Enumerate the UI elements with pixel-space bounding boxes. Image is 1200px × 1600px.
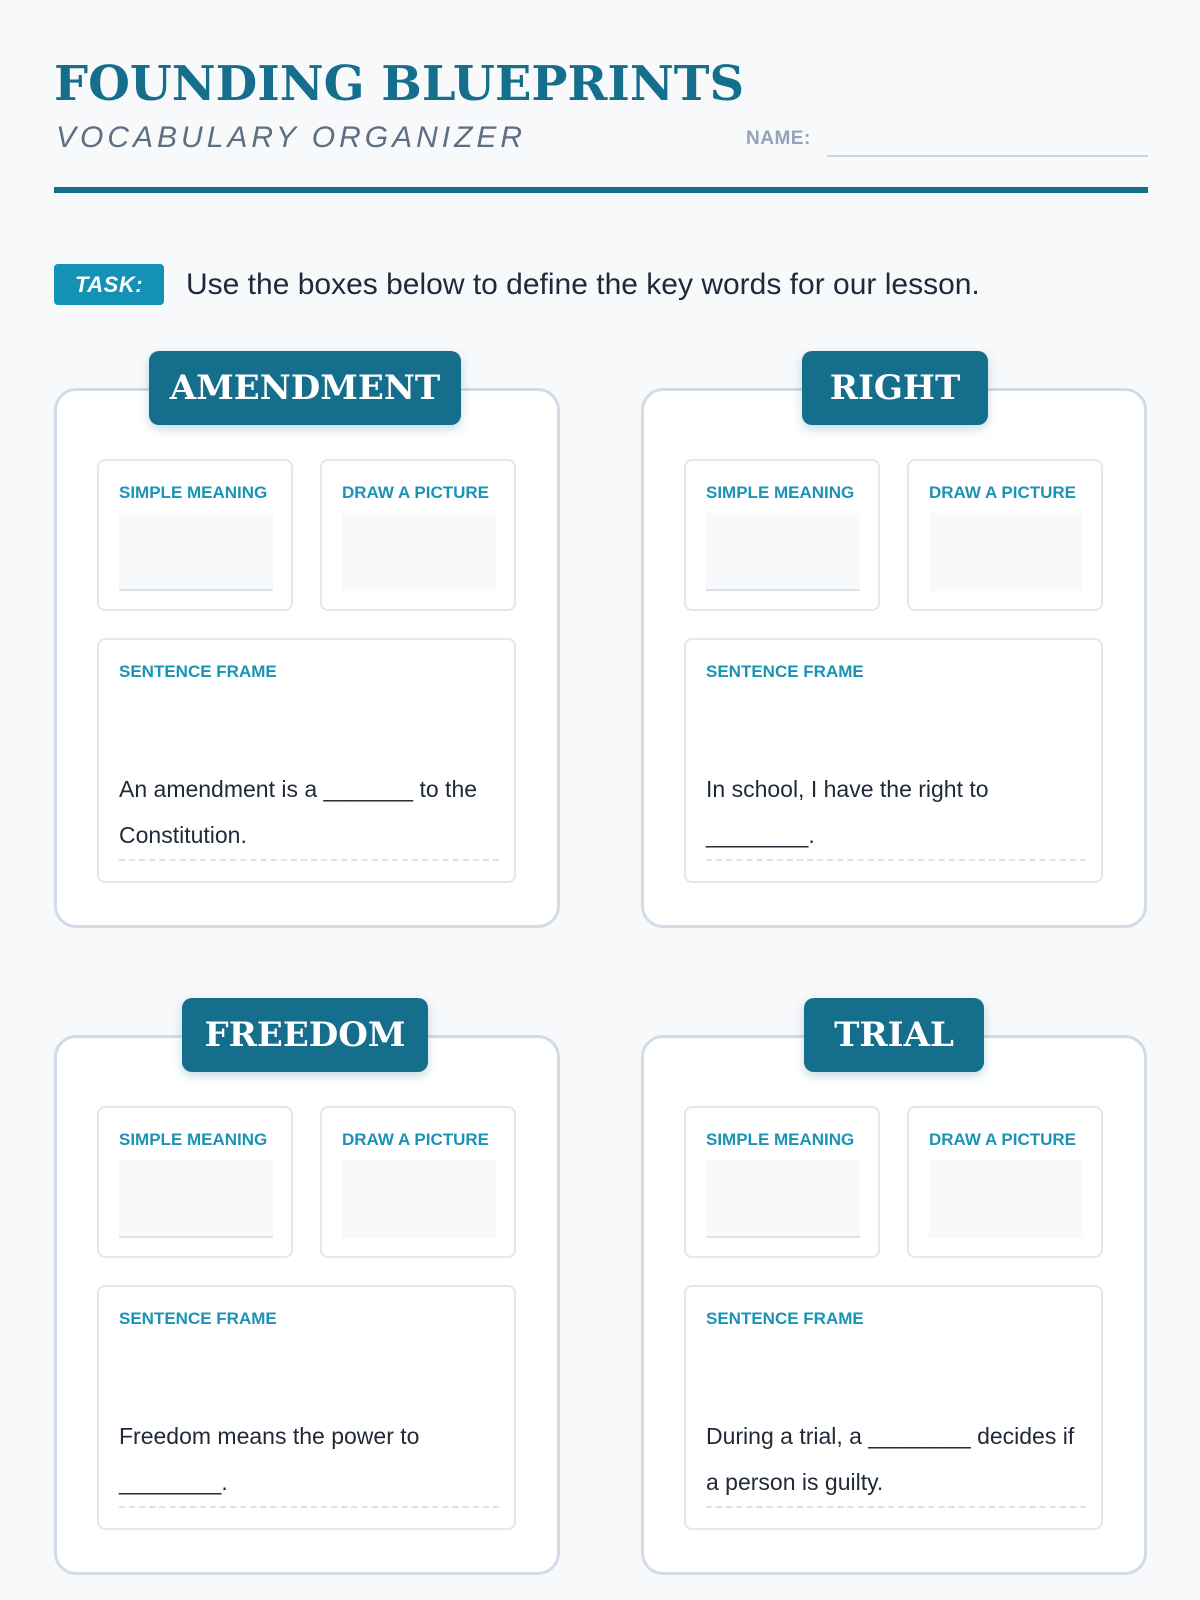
vocab-word-tab: AMENDMENT — [149, 351, 461, 425]
simple-meaning-write-area[interactable] — [119, 513, 273, 591]
sentence-dashed-line — [119, 1506, 499, 1508]
draw-picture-label: DRAW A PICTURE — [929, 1130, 1077, 1149]
sentence-dashed-line — [706, 859, 1086, 861]
task-badge: TASK: — [54, 264, 164, 305]
simple-meaning-label: SIMPLE MEANING — [706, 1130, 855, 1149]
draw-picture-box[interactable] — [907, 459, 1103, 611]
draw-picture-label: DRAW A PICTURE — [342, 1130, 490, 1149]
vocab-word-tab: FREEDOM — [182, 998, 428, 1072]
sentence-frame-text: During a trial, a ________ decides if a person is guilty. — [706, 1423, 1075, 1495]
draw-picture-area[interactable] — [342, 1160, 496, 1238]
draw-picture-area[interactable] — [929, 513, 1083, 591]
draw-picture-box[interactable] — [320, 1106, 516, 1258]
simple-meaning-write-area[interactable] — [119, 1160, 273, 1238]
worksheet-subtitle: VOCABULARY ORGANIZER — [56, 121, 527, 154]
name-field[interactable] — [827, 155, 1148, 157]
sentence-frame-label: SENTENCE FRAME — [706, 662, 864, 681]
simple-meaning-box[interactable] — [97, 1106, 293, 1258]
sentence-frame-box[interactable] — [684, 638, 1103, 883]
draw-picture-box[interactable] — [907, 1106, 1103, 1258]
header-divider — [54, 187, 1148, 193]
worksheet-header — [54, 56, 1148, 194]
sentence-frame-box[interactable] — [684, 1285, 1103, 1530]
simple-meaning-label: SIMPLE MEANING — [706, 483, 855, 502]
draw-picture-area[interactable] — [929, 1160, 1083, 1238]
simple-meaning-write-area[interactable] — [706, 1160, 860, 1238]
sentence-frame-text: In school, I have the right to ________. — [706, 776, 989, 848]
sentence-dashed-line — [706, 1506, 1086, 1508]
task-text: Use the boxes below to define the key words for our lesson. — [186, 268, 980, 301]
sentence-frame-box[interactable] — [97, 1285, 516, 1530]
simple-meaning-box[interactable] — [684, 459, 880, 611]
vocab-card-right — [641, 368, 1147, 928]
vocab-card-trial — [641, 1015, 1147, 1575]
draw-picture-label: DRAW A PICTURE — [929, 483, 1077, 502]
vocab-word-tab: RIGHT — [802, 351, 988, 425]
vocab-word-tab: TRIAL — [804, 998, 984, 1072]
draw-picture-area[interactable] — [342, 513, 496, 591]
sentence-frame-label: SENTENCE FRAME — [706, 1309, 864, 1328]
sentence-dashed-line — [119, 859, 499, 861]
simple-meaning-write-area[interactable] — [706, 513, 860, 591]
name-label: NAME: — [746, 128, 811, 149]
worksheet-title: FOUNDING BLUEPRINTS — [54, 56, 745, 112]
sentence-frame-label: SENTENCE FRAME — [119, 1309, 277, 1328]
simple-meaning-label: SIMPLE MEANING — [119, 1130, 268, 1149]
sentence-frame-label: SENTENCE FRAME — [119, 662, 277, 681]
vocab-card-freedom — [54, 1015, 560, 1575]
sentence-frame-box[interactable] — [97, 638, 516, 883]
sentence-frame-text: Freedom means the power to ________. — [119, 1423, 420, 1495]
draw-picture-box[interactable] — [320, 459, 516, 611]
draw-picture-label: DRAW A PICTURE — [342, 483, 490, 502]
simple-meaning-label: SIMPLE MEANING — [119, 483, 268, 502]
vocab-card-amendment — [54, 368, 560, 928]
simple-meaning-box[interactable] — [684, 1106, 880, 1258]
sentence-frame-text: An amendment is a _______ to the Constitution. — [119, 776, 478, 848]
simple-meaning-box[interactable] — [97, 459, 293, 611]
